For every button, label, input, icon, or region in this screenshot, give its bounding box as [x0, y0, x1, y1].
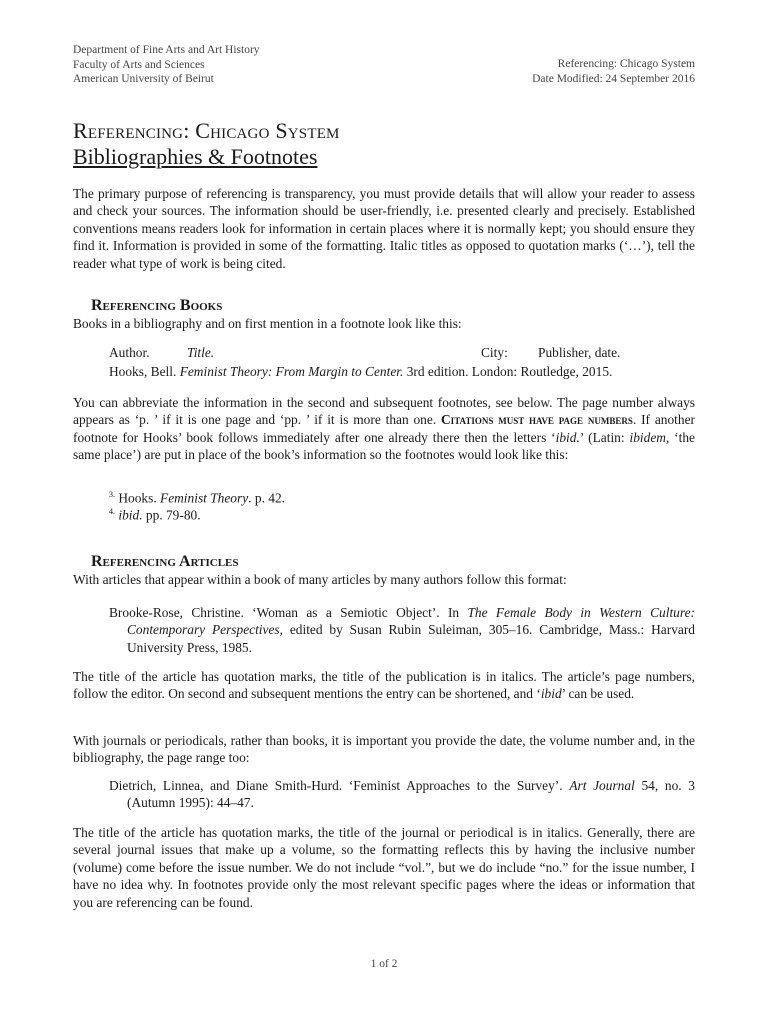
page-title: Referencing: Chicago System [73, 118, 340, 143]
article-title-paragraph: The title of the article has quotation marks, the title of the publication is in italics. The article’s page numbers, follow the editor. On second and subsequent mentions the entry can be shortened, and ‘ibid’ can be used. [73, 669, 695, 702]
journal-format-paragraph: The title of the article has quotation marks, the title of the journal or periodical is in italics. Generally, there are several journal issues that make up a volume, so the formatting reflects this by having the inclusive number (volume) come before the issue number. We do not include “vol.”, but we do include “no.” for the issue number, I have no idea why. In footnotes provide only the most relevant specific pages where the ideas or information that you are referencing can be found. [73, 825, 695, 910]
header-department: Department of Fine Arts and Art History [73, 44, 260, 56]
header-university: American University of Beirut [73, 73, 214, 85]
book-example-title: Feminist Theory: From Margin to Center. [179, 364, 404, 379]
book-example-author: Hooks, Bell. [109, 364, 180, 379]
books-intro: Books in a bibliography and on first mention in a footnote look like this: [73, 316, 462, 331]
section-heading-books: Referencing Books [91, 297, 223, 314]
format-city: City: [481, 345, 508, 360]
articles-intro: With articles that appear within a book of many articles by many authors follow this format: [73, 572, 567, 587]
header-right [532, 57, 695, 86]
book-example [109, 364, 612, 380]
article-example-book: Brooke-Rose, Christine. ‘Woman as a Semiotic Object’. In The Female Body in Western Culture: Contemporary Perspectives, edited by Susan Rubin Suleiman, 305–16. Cambridge, Mass.: Harvard University Press, 1985. [109, 605, 695, 655]
page-number: 1 of 2 [370, 958, 398, 970]
citations-emphasis: Citations must have page numbers [441, 412, 633, 428]
header-date-modified: Date Modified: 24 September 2016 [532, 72, 695, 85]
footnote-example: $^{4.}$ ibid. pp. 79-80. [109, 507, 201, 523]
footnote-example: $^{3.}$ Hooks. Feminist Theory. p. 42. [109, 490, 285, 506]
format-title: Title. [187, 345, 215, 360]
section-heading-articles: Referencing Articles [91, 553, 239, 570]
journals-paragraph: With journals or periodicals, rather than books, it is important you provide the date, the volume number and, in the bibliography, the page range too: [73, 733, 695, 766]
books-abbreviation-paragraph: You can abbreviate the information in the second and subsequent footnotes, see below. The page number always appears as ‘p. ’ if it is one page and ‘pp. ’ if it is more than one. Citations must have page numbers. If another footnote for Hooks’ book follows immediately after one already there then the letters ‘ibid.’ (Latin: ibidem, ‘the same place’) are put in place of the book’s information so the footnotes would look like this: [73, 395, 695, 463]
page-subtitle: Bibliographies & Footnotes [73, 144, 318, 169]
format-publisher: Publisher, date. [538, 345, 621, 360]
format-author: Author. [109, 345, 150, 360]
article-example-journal: Dietrich, Linnea, and Diane Smith-Hurd. ‘Feminist Approaches to the Survey’. Art Journal 54, no. 3 (Autumn 1995): 44–47. [109, 778, 695, 811]
header-faculty: Faculty of Arts and Sciences [73, 58, 205, 71]
book-example-details: 3rd edition. London: Routledge, 2015. [403, 364, 613, 379]
header-left [73, 43, 260, 87]
intro-paragraph: The primary purpose of referencing is transparency, you must provide details that will allow your reader to assess and check your sources. The information should be user-friendly, i.e. presented clearly and precisely. Established conventions means readers look for information in certain places where it is normally kept; you should ensure they find it. Information is provided in some of the formatting. Italic titles as opposed to quotation marks (‘…’), tell the reader what type of work is being cited. [73, 186, 695, 271]
header-doc-title: Referencing: Chicago System [557, 58, 695, 70]
